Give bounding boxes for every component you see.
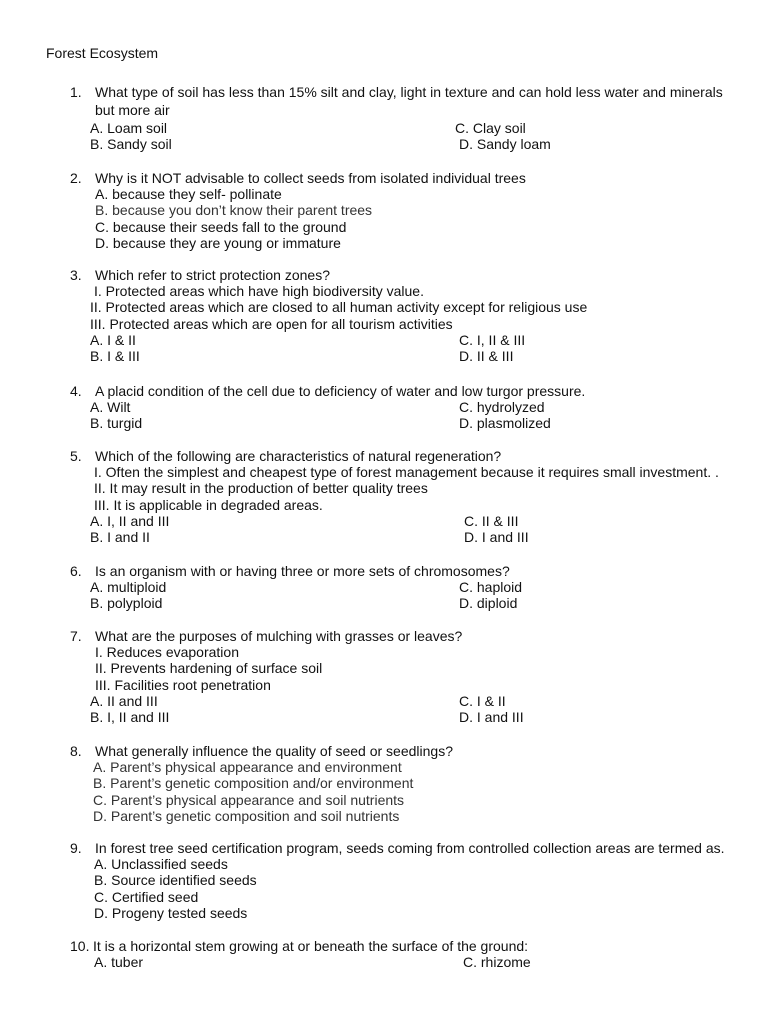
question-text: It is a horizontal stem growing at or beneath the surface of the ground:: [93, 938, 529, 954]
option-b: B. turgid: [90, 415, 143, 432]
statement-iii: III. Protected areas which are open for all tourism activities: [90, 315, 453, 332]
question-9: [0, 840, 768, 921]
option-b: B. Parent’s genetic composition and/or environment: [93, 775, 414, 792]
option-a: A. Unclassified seeds: [94, 856, 228, 872]
question-7: [0, 628, 768, 725]
option-d: D. because they are young or immature: [95, 234, 341, 251]
question-text: Which refer to strict protection zones?: [95, 267, 330, 283]
option-d: D. Parent’s genetic composition and soil nutrients: [93, 807, 400, 824]
option-c: C. hydrolyzed: [459, 399, 545, 415]
statement-iii: III. Facilities root penetration: [95, 676, 271, 693]
option-b: B. Sandy soil: [90, 136, 172, 153]
option-c: C. haploid: [459, 579, 523, 595]
question-text: Is an organism with or having three or more sets of chromosomes?: [95, 563, 510, 579]
statement-ii: II. It may result in the production of better quality trees: [94, 480, 428, 497]
option-a: A. because they self- pollinate: [95, 186, 282, 202]
option-d: D. Progeny tested seeds: [94, 904, 248, 921]
option-b: B. I, II and III: [90, 709, 170, 726]
question-6: [0, 563, 768, 612]
option-c: C. II & III: [464, 512, 519, 529]
option-a: A. Wilt: [90, 399, 131, 415]
option-c: C. rhizome: [463, 954, 531, 970]
statement-i: I. Often the simplest and cheapest type of forest management because it requires small investment. .: [94, 464, 719, 480]
question-number: 9.: [70, 840, 82, 856]
question-number: 4.: [70, 383, 82, 399]
question-number: 7.: [70, 628, 82, 644]
option-a: A. multiploid: [90, 579, 167, 595]
statement-iii: III. It is applicable in degraded areas.: [94, 496, 323, 513]
option-c: C. Certified seed: [94, 888, 199, 905]
option-d: D. diploid: [459, 595, 518, 612]
question-2: [0, 170, 768, 251]
statement-ii: II. Protected areas which are closed to all human activity except for religious use: [90, 299, 588, 316]
question-1: [0, 84, 768, 153]
option-a: A. II and III: [90, 692, 158, 709]
question-10: [0, 938, 768, 970]
option-a: A. tuber: [94, 954, 144, 970]
option-b: B. I and II: [90, 529, 150, 546]
question-text: Which of the following are characteristics of natural regeneration?: [95, 448, 502, 464]
question-number: 8.: [70, 743, 82, 759]
option-d: D. II & III: [459, 348, 514, 365]
question-number: 10.: [70, 938, 90, 954]
option-c: C. because their seeds fall to the ground: [95, 218, 347, 235]
statement-i: I. Protected areas which have high biodiversity value.: [94, 283, 424, 299]
question-number: 3.: [70, 267, 82, 283]
question-text-continued: but more air: [95, 102, 170, 118]
option-a: A. I & II: [90, 331, 136, 348]
option-a: A. Parent’s physical appearance and environment: [93, 759, 402, 775]
option-b: B. polyploid: [90, 595, 163, 612]
question-text: What are the purposes of mulching with grasses or leaves?: [95, 628, 463, 644]
statement-ii: II. Prevents hardening of surface soil: [95, 660, 323, 677]
statement-i: I. Reduces evaporation: [95, 644, 239, 660]
option-c: C. Clay soil: [455, 120, 526, 136]
question-number: 1.: [70, 84, 82, 100]
question-text: Why is it NOT advisable to collect seeds from isolated individual trees: [95, 170, 526, 186]
document-title: Forest Ecosystem: [46, 45, 159, 61]
option-a: A. Loam soil: [90, 120, 168, 136]
option-d: D. I and III: [459, 709, 524, 726]
question-4: [0, 383, 768, 432]
option-b: B. Source identified seeds: [94, 872, 257, 889]
option-d: D. Sandy loam: [459, 136, 551, 153]
option-d: D. I and III: [464, 529, 529, 546]
question-number: 2.: [70, 170, 82, 186]
question-number: 6.: [70, 563, 82, 579]
option-d: D. plasmolized: [459, 415, 551, 432]
question-number: 5.: [70, 448, 82, 464]
question-text: What generally influence the quality of seed or seedlings?: [95, 743, 453, 759]
option-c: C. I, II & III: [459, 331, 526, 348]
question-text: A placid condition of the cell due to deficiency of water and low turgor pressure.: [95, 383, 586, 399]
option-a: A. I, II and III: [90, 512, 170, 529]
option-c: C. I & II: [459, 692, 506, 709]
option-b: B. because you don’t know their parent trees: [95, 202, 373, 219]
question-text: What type of soil has less than 15% silt and clay, light in texture and can hold less water and minerals: [95, 84, 723, 100]
option-b: B. I & III: [90, 348, 140, 365]
question-5: [0, 448, 768, 545]
question-text: In forest tree seed certification program, seeds coming from controlled collection areas are termed as.: [95, 840, 725, 856]
question-3: [0, 267, 768, 364]
option-c: C. Parent’s physical appearance and soil nutrients: [93, 791, 405, 808]
question-8: [0, 743, 768, 824]
